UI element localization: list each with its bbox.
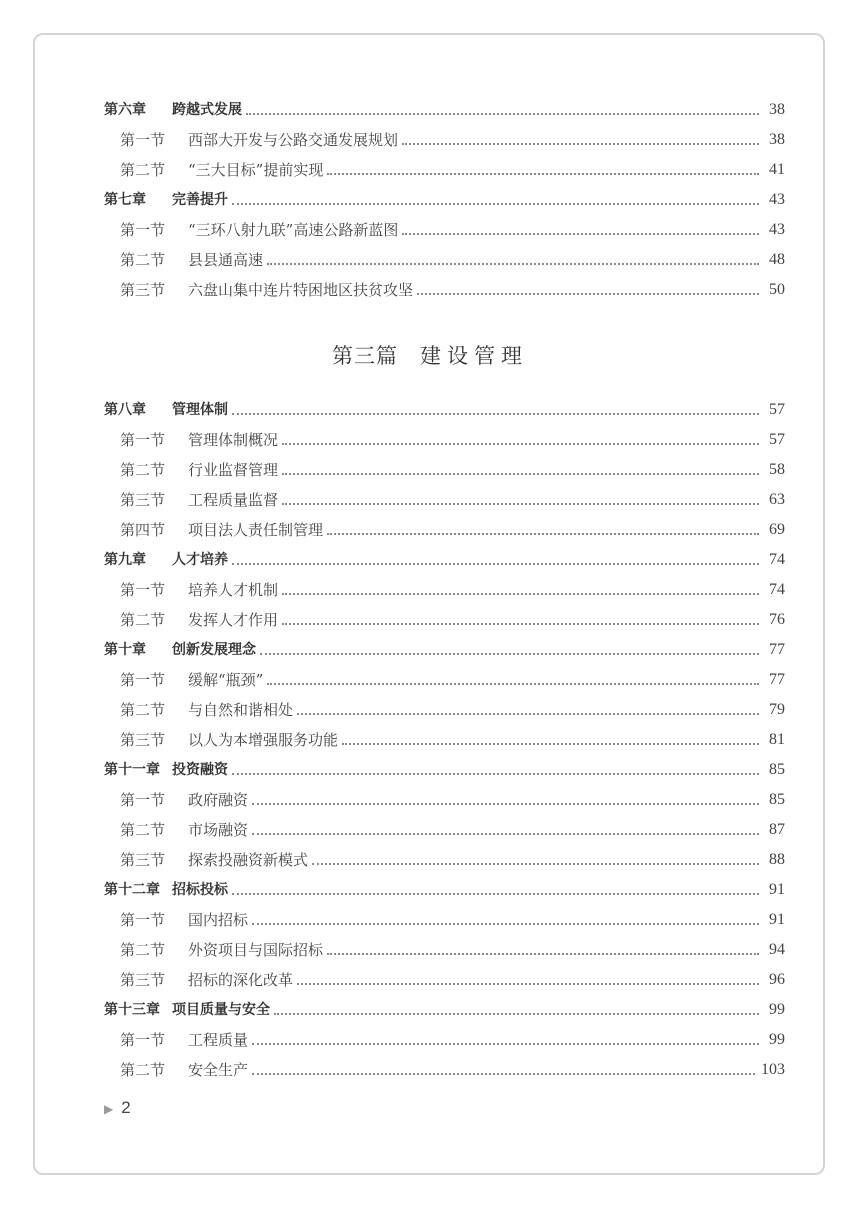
toc-section-entry[interactable]: [0, 908, 860, 932]
entry-label: 第十章: [104, 642, 146, 658]
dot-leader: [252, 923, 759, 925]
entry-page-number: 94: [769, 941, 785, 958]
toc-section-entry[interactable]: [0, 488, 860, 512]
toc-section-entry[interactable]: [0, 128, 860, 152]
toc-section-entry[interactable]: [0, 608, 860, 632]
entry-title: 与自然和谐相处: [188, 701, 294, 719]
entry-title: 行业监督管理: [188, 461, 279, 479]
entry-body: [172, 640, 785, 660]
entry-title: 项目质量与安全: [172, 1002, 270, 1018]
toc-section-entry[interactable]: [0, 848, 860, 872]
entry-label: 第三节: [120, 731, 166, 749]
entry-title: 工程质量监督: [188, 491, 279, 509]
entry-body: [188, 460, 785, 480]
entry-label: 第九章: [104, 552, 146, 568]
entry-label: 第四节: [120, 521, 166, 539]
entry-page-number: 41: [769, 161, 785, 178]
entry-body: [188, 1030, 785, 1050]
entry-title: “三大目标”提前实现: [188, 161, 324, 179]
entry-title: 培养人才机制: [188, 581, 279, 599]
toc-section-entry[interactable]: [0, 1028, 860, 1052]
toc-section-entry[interactable]: [0, 218, 860, 242]
entry-page-number: 43: [769, 221, 785, 238]
entry-body: [172, 760, 785, 780]
entry-body: [172, 550, 785, 570]
toc-section-entry[interactable]: [0, 668, 860, 692]
dot-leader: [232, 413, 759, 415]
part-label: 第三篇: [332, 344, 398, 368]
entry-body: [188, 220, 785, 240]
dot-leader: [267, 683, 759, 685]
entry-page-number: 74: [769, 581, 785, 598]
toc-section-entry[interactable]: [0, 578, 860, 602]
dot-leader: [274, 1013, 759, 1015]
entry-label: 第一节: [120, 1031, 166, 1049]
entry-label: 第三节: [120, 491, 166, 509]
dot-leader: [282, 503, 759, 505]
entry-page-number: 87: [769, 821, 785, 838]
entry-label: 第二节: [120, 161, 166, 179]
entry-title: 项目法人责任制管理: [188, 521, 324, 539]
toc-section-entry[interactable]: [0, 968, 860, 992]
entry-body: [188, 820, 785, 840]
entry-page-number: 69: [769, 521, 785, 538]
dot-leader: [282, 623, 759, 625]
entry-page-number: 91: [769, 911, 785, 928]
toc-section-entry[interactable]: [0, 698, 860, 722]
dot-leader: [282, 443, 759, 445]
dot-leader: [246, 113, 759, 115]
dot-leader: [327, 953, 759, 955]
entry-body: [188, 970, 785, 990]
entry-body: [172, 100, 785, 120]
entry-title: 缓解“瓶颈”: [188, 671, 264, 689]
entry-body: [188, 730, 785, 750]
entry-title: 六盘山集中连片特困地区扶贫攻坚: [188, 281, 414, 299]
entry-label: 第一节: [120, 791, 166, 809]
entry-page-number: 85: [769, 791, 785, 808]
entry-body: [188, 160, 785, 180]
entry-page-number: 57: [769, 401, 785, 418]
part-title: 建设管理: [420, 344, 528, 368]
entry-label: 第二节: [120, 251, 166, 269]
dot-leader: [282, 593, 759, 595]
entry-title: 外资项目与国际招标: [188, 941, 324, 959]
entry-label: 第一节: [120, 221, 166, 239]
entry-title: “三环八射九联”高速公路新蓝图: [188, 221, 399, 239]
entry-title: 探索投融资新模式: [188, 851, 309, 869]
entry-page-number: 76: [769, 611, 785, 628]
toc-chapter-entry[interactable]: [0, 758, 860, 782]
entry-label: 第一节: [120, 671, 166, 689]
entry-body: [188, 490, 785, 510]
entry-label: 第十一章: [104, 762, 160, 778]
toc-chapter-entry[interactable]: [0, 878, 860, 902]
entry-title: 完善提升: [172, 192, 228, 208]
entry-body: [188, 610, 785, 630]
entry-label: 第三节: [120, 971, 166, 989]
page-number: 2: [121, 1098, 131, 1117]
entry-body: [172, 1000, 785, 1020]
entry-body: [172, 880, 785, 900]
dot-leader: [232, 893, 759, 895]
dot-leader: [312, 863, 759, 865]
toc-chapter-entry[interactable]: [0, 98, 860, 122]
entry-body: [188, 850, 785, 870]
entry-body: [188, 430, 785, 450]
entry-body: [188, 910, 785, 930]
toc-section-entry[interactable]: [0, 728, 860, 752]
entry-body: [188, 250, 785, 270]
toc-section-entry[interactable]: [0, 428, 860, 452]
entry-title: 跨越式发展: [172, 102, 242, 118]
entry-label: 第二节: [120, 701, 166, 719]
dot-leader: [282, 473, 759, 475]
entry-title: 国内招标: [188, 911, 249, 929]
toc-chapter-entry[interactable]: [0, 548, 860, 572]
toc-section-entry[interactable]: [0, 158, 860, 182]
entry-body: [188, 940, 785, 960]
entry-page-number: 96: [769, 971, 785, 988]
entry-title: 县县通高速: [188, 251, 264, 269]
entry-label: 第二节: [120, 1061, 166, 1079]
entry-title: 管理体制: [172, 402, 228, 418]
entry-title: 西部大开发与公路交通发展规划: [188, 131, 399, 149]
entry-page-number: 74: [769, 551, 785, 568]
dot-leader: [297, 983, 759, 985]
dot-leader: [232, 203, 759, 205]
dot-leader: [342, 743, 759, 745]
dot-leader: [260, 653, 759, 655]
entry-label: 第二节: [120, 611, 166, 629]
entry-title: 创新发展理念: [172, 642, 256, 658]
dot-leader: [252, 1043, 759, 1045]
toc-section-entry[interactable]: [0, 1058, 860, 1082]
toc-section-entry[interactable]: [0, 818, 860, 842]
entry-title: 政府融资: [188, 791, 249, 809]
entry-label: 第三节: [120, 281, 166, 299]
entry-label: 第七章: [104, 192, 146, 208]
toc-section-entry[interactable]: [0, 788, 860, 812]
page-footer: [104, 1098, 131, 1118]
dot-leader: [267, 263, 759, 265]
toc-section-entry[interactable]: [0, 518, 860, 542]
entry-body: [188, 790, 785, 810]
entry-title: 市场融资: [188, 821, 249, 839]
dot-leader: [252, 1073, 755, 1075]
entry-label: 第二节: [120, 461, 166, 479]
toc-chapter-entry[interactable]: [0, 998, 860, 1022]
entry-title: 投资融资: [172, 762, 228, 778]
dot-leader: [327, 533, 759, 535]
entry-label: 第十二章: [104, 882, 160, 898]
dot-leader: [232, 773, 759, 775]
entry-page-number: 38: [769, 131, 785, 148]
entry-label: 第二节: [120, 941, 166, 959]
triangle-marker-icon: ▶: [104, 1102, 114, 1116]
entry-label: 第八章: [104, 402, 146, 418]
entry-page-number: 85: [769, 761, 785, 778]
entry-page-number: 38: [769, 101, 785, 118]
entry-body: [172, 190, 785, 210]
entry-body: [188, 700, 785, 720]
part-heading: [0, 340, 860, 370]
entry-title: 工程质量: [188, 1031, 249, 1049]
entry-label: 第一节: [120, 581, 166, 599]
dot-leader: [417, 293, 759, 295]
entry-page-number: 81: [769, 731, 785, 748]
toc-section-entry[interactable]: [0, 458, 860, 482]
toc-section-entry[interactable]: [0, 938, 860, 962]
entry-page-number: 91: [769, 881, 785, 898]
entry-title: 人才培养: [172, 552, 228, 568]
dot-leader: [232, 563, 759, 565]
entry-title: 招标投标: [172, 882, 228, 898]
entry-page-number: 58: [769, 461, 785, 478]
dot-leader: [252, 803, 759, 805]
entry-body: [188, 130, 785, 150]
toc-chapter-entry[interactable]: [0, 398, 860, 422]
entry-body: [188, 280, 785, 300]
toc-chapter-entry[interactable]: [0, 638, 860, 662]
entry-page-number: 103: [761, 1061, 785, 1078]
entry-body: [188, 580, 785, 600]
entry-title: 招标的深化改革: [188, 971, 294, 989]
entry-label: 第二节: [120, 821, 166, 839]
dot-leader: [297, 713, 759, 715]
toc-section-entry[interactable]: [0, 278, 860, 302]
entry-label: 第一节: [120, 911, 166, 929]
dot-leader: [402, 233, 759, 235]
dot-leader: [252, 833, 759, 835]
entry-page-number: 99: [769, 1031, 785, 1048]
entry-title: 安全生产: [188, 1061, 249, 1079]
toc-section-entry[interactable]: [0, 248, 860, 272]
entry-page-number: 57: [769, 431, 785, 448]
entry-page-number: 77: [769, 641, 785, 658]
entry-body: [188, 670, 785, 690]
entry-body: [188, 520, 785, 540]
entry-label: 第六章: [104, 102, 146, 118]
dot-leader: [402, 143, 759, 145]
entry-body: [188, 1060, 785, 1080]
toc-chapter-entry[interactable]: [0, 188, 860, 212]
dot-leader: [327, 173, 759, 175]
entry-page-number: 88: [769, 851, 785, 868]
entry-page-number: 43: [769, 191, 785, 208]
entry-title: 管理体制概况: [188, 431, 279, 449]
entry-page-number: 63: [769, 491, 785, 508]
entry-page-number: 48: [769, 251, 785, 268]
entry-page-number: 77: [769, 671, 785, 688]
entry-title: 以人为本增强服务功能: [188, 731, 339, 749]
entry-page-number: 99: [769, 1001, 785, 1018]
entry-body: [172, 400, 785, 420]
entry-label: 第十三章: [104, 1002, 160, 1018]
entry-title: 发挥人才作用: [188, 611, 279, 629]
entry-label: 第一节: [120, 431, 166, 449]
entry-label: 第一节: [120, 131, 166, 149]
entry-label: 第三节: [120, 851, 166, 869]
entry-page-number: 50: [769, 281, 785, 298]
entry-page-number: 79: [769, 701, 785, 718]
